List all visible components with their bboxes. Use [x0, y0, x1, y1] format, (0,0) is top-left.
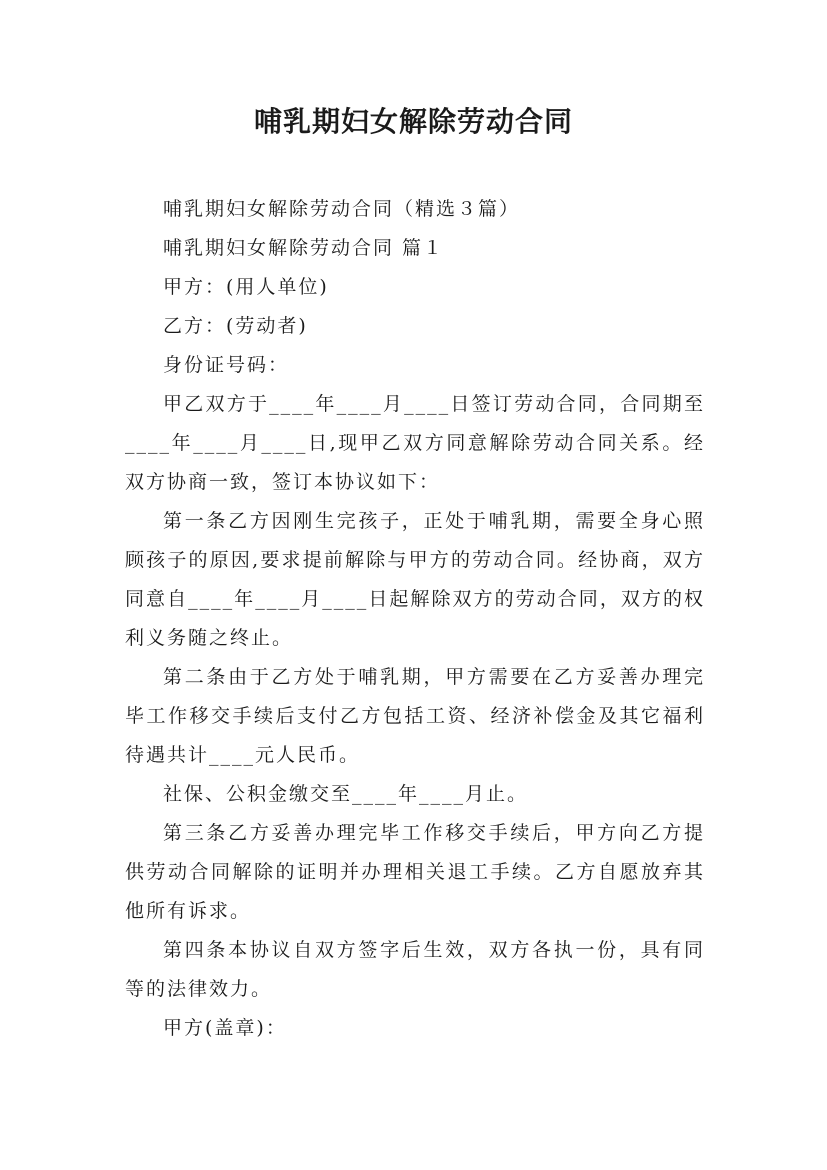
article-4-paragraph: 第四条本协议自双方签字后生效，双方各执一份，具有同等的法律效力。 — [125, 939, 705, 1000]
party-a-seal-line: 甲方(盖章)： — [163, 1017, 287, 1039]
id-number-line: 身份证号码： — [163, 354, 290, 376]
article-2-paragraph: 第二条由于乙方处于哺乳期，甲方需要在乙方妥善办理完毕工作移交手续后支付乙方包括工资、经济补偿金及其它福利待遇共计____元人民币。 — [125, 666, 705, 766]
article-1-paragraph: 第一条乙方因刚生完孩子，正处于哺乳期，需要全身心照顾孩子的原因,要求提前解除与甲方的劳动合同。经协商，双方同意自____年____月____日起解除双方的劳动合同，双方的权利义务随之终止。 — [125, 510, 705, 649]
party-a-line: 甲方：(用人单位) — [163, 276, 329, 298]
document-title: 哺乳期妇女解除劳动合同 — [253, 105, 573, 138]
social-insurance-paragraph: 社保、公积金缴交至____年____月止。 — [163, 783, 529, 805]
document-body — [125, 190, 705, 1048]
preamble-paragraph: 甲乙双方于____年____月____日签订劳动合同，合同期至____年____月____日,现甲乙双方同意解除劳动合同关系。经双方协商一致，签订本协议如下： — [125, 393, 705, 493]
article-3-paragraph: 第三条乙方妥善办理完毕工作移交手续后，甲方向乙方提供劳动合同解除的证明并办理相关退工手续。乙方自愿放弃其他所有诉求。 — [125, 822, 705, 922]
section-heading: 哺乳期妇女解除劳动合同 篇１ — [163, 237, 445, 259]
party-b-line: 乙方：(劳动者) — [163, 315, 308, 337]
subtitle-paragraph: 哺乳期妇女解除劳动合同（精选３篇） — [163, 198, 521, 220]
